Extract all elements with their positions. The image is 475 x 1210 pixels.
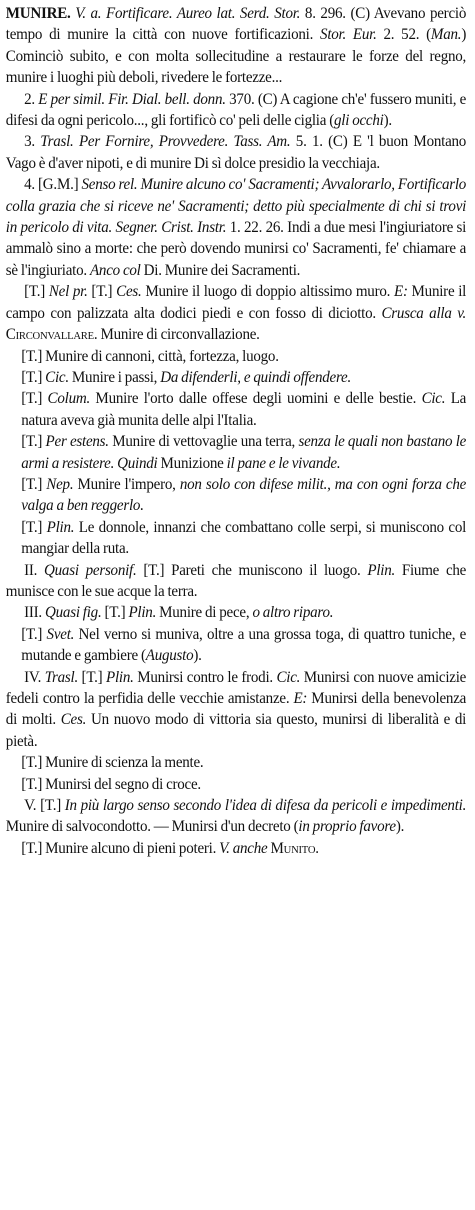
- text-run: 4. [G.M.]: [24, 176, 82, 194]
- text-run: il pane e le vivande.: [226, 454, 341, 472]
- text-run: Stor. Eur.: [320, 26, 377, 44]
- text-run: [T.] Munire di cannoni, città, fortezza, luogo.: [21, 347, 279, 365]
- text-run: [T.]: [87, 283, 117, 301]
- text-run: [T.]: [24, 283, 49, 301]
- text-run: Quasi personif.: [44, 561, 137, 579]
- text-run: Munirsi della benevolenza di molti.: [5, 690, 467, 729]
- text-run: in proprio favore: [298, 818, 396, 836]
- text-run: Nel pr.: [48, 283, 88, 301]
- text-run: [T.] Pareti che muniscono il luogo.: [136, 561, 368, 579]
- text-run: ).: [193, 647, 202, 665]
- text-run: Cic.: [421, 390, 446, 408]
- text-run: [T.] Munire alcuno di pieni poteri.: [21, 839, 220, 857]
- text-run: Munire di pece,: [156, 604, 253, 622]
- text-run: Munire il luogo di doppio altissimo muro.: [141, 283, 394, 301]
- text-run: [T.] Munire di scienza la mente.: [21, 754, 204, 772]
- entry-paragraph: [6, 560, 466, 603]
- entry-paragraph: [6, 346, 466, 367]
- text-run: Quasi fig.: [45, 604, 102, 622]
- entry-paragraph: [6, 281, 466, 345]
- text-run: Colum.: [47, 390, 91, 408]
- text-run: V. anche: [219, 839, 268, 857]
- text-run: Munire di vettovaglie una terra,: [108, 433, 299, 451]
- text-run: Un nuovo modo di vittoria sia questo, munirsi di liberalità e di pietà.: [5, 711, 467, 750]
- text-run: Nep.: [46, 475, 74, 493]
- text-run: Plin.: [128, 604, 157, 622]
- text-run: ) Cominciò subito, e con molta sollecitudine a restaurare le forze del regno, munire i luoghi più deboli, rivedere le fortezze...: [5, 26, 467, 87]
- text-run: Ces.: [60, 711, 87, 729]
- text-run: Cic.: [45, 368, 69, 386]
- text-run: Munirsi con nuove amicizie fedeli contro la perfidia delle vecchie amistanze.: [5, 668, 467, 707]
- text-run: Per estens.: [45, 433, 109, 451]
- text-run: Le donnole, innanzi che combattano colle serpi, si muniscono col mangiar della ruta.: [21, 518, 467, 558]
- entry-paragraph: [6, 602, 466, 623]
- text-run: In più largo senso secondo l'idea di difesa da pericoli e impedimenti.: [64, 797, 467, 815]
- text-run: Plin.: [106, 668, 134, 686]
- text-run: [T.]: [21, 390, 48, 408]
- text-run: Anco col: [89, 261, 141, 279]
- text-run: V. [T.]: [24, 797, 65, 815]
- entry-paragraph: [6, 795, 466, 838]
- text-run: II.: [24, 561, 45, 579]
- text-run: V. a. Fortificare. Aureo lat. Serd. Stor.: [75, 5, 301, 22]
- text-run: [T.]: [101, 604, 129, 622]
- entry-paragraph: [6, 89, 466, 132]
- text-run: Fiume che munisce con le sue acque la terra.: [5, 561, 467, 600]
- text-run: E per simil. Fir. Dial. bell. donn.: [38, 90, 226, 108]
- text-run: Augusto: [145, 647, 194, 665]
- text-run: 2. 52. (: [376, 26, 431, 44]
- entry-paragraph: [6, 517, 466, 560]
- text-run: MUNIRE.: [5, 5, 71, 22]
- text-run: [T.]: [21, 433, 46, 451]
- entry-paragraph: [6, 388, 466, 431]
- text-run: Senso rel. Munire alcuno co' Sacramenti; Avvalorarlo, Fortificarlo colla grazia che si riceve ne' Sacramenti; detto più specialmente di chi si trovi in pericolo di vita. Segner. Crist. Instr.: [5, 176, 467, 237]
- text-run: [T.]: [21, 625, 47, 643]
- entry-paragraph: [6, 3, 466, 89]
- text-run: . Munire di circonvallazione.: [93, 326, 260, 344]
- text-run: III.: [24, 604, 46, 622]
- entry-paragraph: [6, 667, 466, 753]
- text-run: 8. 296. (C) Avevano perciò tempo di munire la città con nuove fortificazioni.: [5, 5, 467, 44]
- text-run: IV.: [24, 668, 45, 686]
- text-run: 5. 1. (C) E 'l buon Montano Vago è d'aver nipoti, e di munire Di sì dolce presidio la vecchiaja.: [5, 133, 467, 172]
- text-run: Munire di salvocondotto. — Munirsi d'un decreto (: [5, 818, 299, 836]
- text-run: [T.] Munirsi del segno di croce.: [21, 775, 201, 793]
- text-run: Nel verno si muniva, oltre a una grossa toga, di quattro tuniche, e mutande e gambiere (: [21, 625, 467, 665]
- text-run: Munire i passi,: [68, 368, 161, 386]
- text-run: Munire l'impero,: [73, 475, 180, 493]
- text-run: [T.]: [21, 368, 46, 386]
- text-run: Munito: [270, 839, 316, 857]
- text-run: Munizione: [157, 454, 227, 472]
- text-run: Munirsi contro le frodi.: [133, 668, 277, 686]
- text-run: Plin.: [367, 561, 396, 579]
- text-run: o altro riparo.: [252, 604, 334, 622]
- text-run: non solo con difese milit., ma con ogni forza che valga a ben reggerlo.: [21, 475, 467, 515]
- text-run: [T.]: [77, 668, 107, 686]
- text-run: E:: [293, 690, 308, 707]
- text-run: Munire l'orto dalle offese degli uomini e delle bestie.: [90, 390, 422, 408]
- text-run: Cic.: [276, 668, 301, 686]
- text-run: E:: [393, 283, 408, 301]
- text-run: La natura aveva già munita delle alpi l'Italia.: [21, 390, 467, 429]
- text-run: ).: [383, 112, 392, 130]
- entry-paragraph: [6, 752, 466, 773]
- text-run: Da difenderli, e quindi offendere.: [160, 368, 351, 386]
- text-run: [T.]: [21, 475, 47, 493]
- text-run: 370. (C) A cagione ch'e' fussero muniti, e difesi da ogni pericolo..., gli fortificò co' peli delle ciglia (: [5, 90, 467, 130]
- entry-paragraph: [6, 838, 466, 859]
- text-run: [T.]: [21, 518, 47, 536]
- text-run: Trasl. Per Fornire, Provvedere. Tass. Am.: [40, 133, 291, 151]
- text-run: 2.: [24, 90, 39, 108]
- text-run: Ces.: [116, 283, 142, 301]
- text-run: Circonvallare: [5, 326, 94, 344]
- text-run: .: [315, 839, 319, 857]
- text-run: Crusca alla v.: [381, 304, 467, 322]
- entry-paragraph: [6, 624, 466, 667]
- entry-paragraph: [6, 474, 466, 517]
- text-run: Munire il campo con palizzata alta dodici piedi e con fosso di diciotto.: [5, 283, 467, 322]
- text-run: Di. Munire dei Sacramenti.: [140, 261, 301, 279]
- text-run: Plin.: [46, 518, 75, 536]
- text-run: 3.: [24, 133, 41, 151]
- entry-paragraph: [6, 774, 466, 795]
- entry-paragraph: [6, 367, 466, 388]
- text-run: gli occhi: [333, 112, 384, 130]
- entry-paragraph: [6, 131, 466, 174]
- text-run: Svet.: [46, 625, 75, 643]
- text-run: senza le quali non bastano le armi a resistere. Quindi: [21, 433, 467, 472]
- text-run: Trasl.: [44, 668, 78, 686]
- entry-paragraph: [6, 431, 466, 474]
- entry-paragraph: [6, 174, 466, 281]
- text-run: Man.: [430, 26, 462, 44]
- text-run: 1. 22. 26. Indi a due mesi l'ingiuriatore si ammalò sino a morte: che però dovendo munirsi co' Sacramenti, fe' chiamare a sè l'ingiuriato.: [5, 219, 467, 279]
- text-run: ).: [395, 818, 405, 836]
